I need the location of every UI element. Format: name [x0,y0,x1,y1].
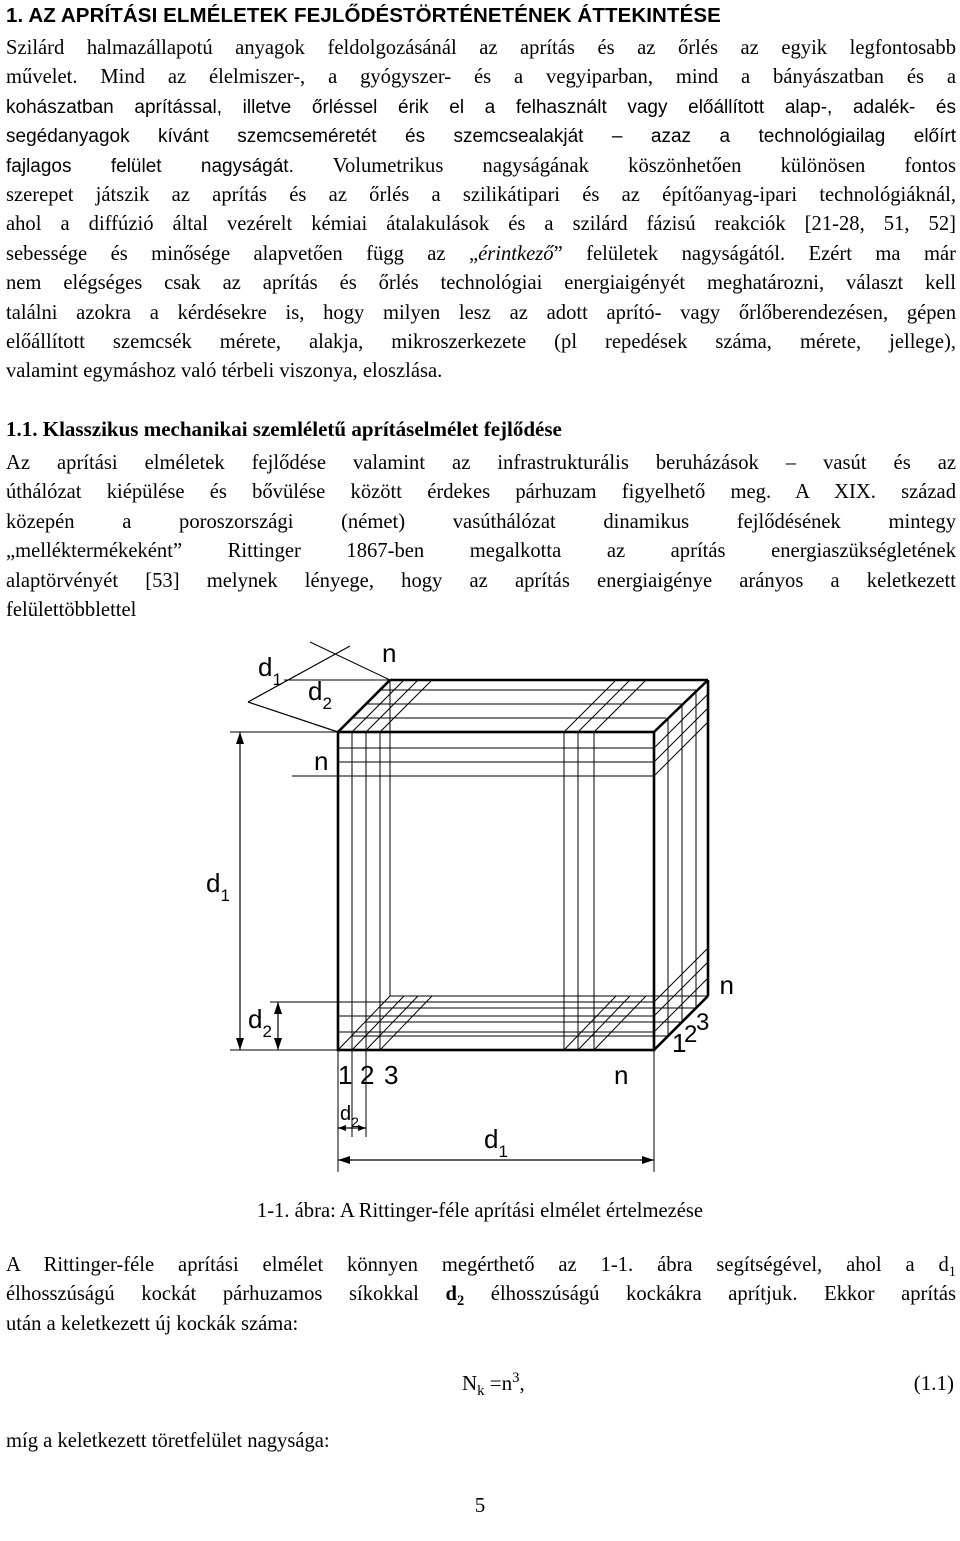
label-1-bottom: 1 [338,1060,353,1090]
paragraph-line: nem elégséges csak az aprítás és őrlés technológiai energiaigényét meghatározni, választ kell [6,272,956,295]
rittinger-cube-figure [200,632,740,1177]
label-n-top: n [382,638,397,668]
paragraph-line: míg a keletkezett töretfelület nagysága: [6,1430,330,1452]
italic-term: érintkező [478,242,554,265]
label-n-left: n [314,746,329,776]
paragraph-line: közepén a poroszországi (német) vasúthálózat dinamikus fejlődésének mintegy [6,510,956,533]
paragraph-line [6,240,956,269]
paragraph-line: alaptörvényét [53] melynek lényege, hogy az aprítás energiaigénye arányos a keletkezett [6,569,956,592]
label-d2-bottom: $d_2$ [340,1103,359,1130]
label-d2-top: $d_2$ [308,676,332,713]
label-2-bottom: 2 [360,1060,375,1090]
label-d1-top: $d_1$ [258,652,282,689]
formula-nk: $N_k =n^3$, [462,1370,525,1400]
section-title: 1.1. Klasszikus mechanikai szemléletű aprításelmélet fejlődése [6,417,562,441]
paragraph-line: Szilárd halmazállapotú anyagok feldolgozásánál az aprítás és az őrlés az egyik legfontosabb [6,37,956,59]
label-d2-left: $d_2$ [248,1004,272,1041]
paragraph-line: „melléktermékeként” Rittinger 1867-ben megalkotta az aprítás energiaszükségletének [6,540,956,563]
line-part: Volumetrikus nagyságának köszönhetően különösen fontos [293,154,956,177]
closing-line [6,1427,956,1456]
explanation-paragraph [6,1251,956,1339]
label-n-bottom: n [614,1060,629,1090]
figure-caption: 1-1. ábra: A Rittinger-féle aprítási elmélet értelmezése [256,1200,704,1222]
label-3-right: 3 [696,1009,710,1036]
label-2-right: 2 [684,1021,698,1048]
paragraph-line: találni azokra a kérdésekre is, hogy milyen lesz az adott aprító- vagy őrlőberendezésen, gépen [6,301,956,324]
equation-number: (1.1) [913,1371,954,1395]
paragraph-line: művelet. Mind az élelmiszer-, a gyógyszer- és a vegyiparban, mind a bányászatban és a [6,66,956,89]
label-d1-left: $d_1$ [206,868,230,905]
line-part: élhosszúságú kockát párhuzamos síkokkal [6,1283,446,1306]
paragraph-line: ahol a diffúzió által vezérelt kémiai átalakulások és a szilárd fázisú reakciók [21-28, 51, 52] [6,213,956,236]
subscript: 1 [948,1264,956,1281]
paragraph-line: felülettöbblettel [6,599,137,622]
section-paragraph [6,449,956,625]
paragraph-line [6,1280,956,1309]
label-1-right: 1 [672,1028,687,1058]
chapter-heading: 1. AZ APRÍTÁSI ELMÉLETEK FEJLŐDÉSTÖRTÉNETÉNEK ÁTTEKINTÉSE [6,4,721,27]
line-part: ” felületek nagyságától. Ezért ma már [553,242,956,265]
line-part: sebessége és minősége alapvetően függ az „ [6,242,479,265]
intro-paragraph [6,34,956,387]
line-part: fajlagos felület nagyságát. [6,155,294,177]
line-part: élhosszúságú kockákra aprítjuk. Ekkor aprítás [464,1283,956,1306]
paragraph-line: után a keletkezett új kockák száma: [6,1312,299,1335]
label-d1-bottom: $d_1$ [484,1124,508,1161]
line-part: A Rittinger-féle aprítási elmélet könnyen megérthető az 1-1. ábra segítségével, ahol a d [6,1254,949,1276]
page-number: 5 [474,1493,486,1517]
label-n-right: n [719,970,734,1000]
paragraph-line: kohászatban aprítással, illetve őrléssel érik el a felhasznált vagy előállított alap-, adalék- és [6,96,956,118]
bold-symbol: $d_2$ [445,1283,465,1310]
paragraph-line [6,1251,956,1280]
label-3-bottom: 3 [384,1060,399,1090]
paragraph-line: előállított szemcsék mérete, alakja, mikroszerkezete (pl repedések száma, mérete, jellege), [6,331,956,354]
paragraph-line: segédanyagok kívánt szemcseméretét és szemcsealakját – azaz a technológiailag előírt [6,126,956,148]
paragraph-line: úthálózat kiépülése és bővülése között érdekes párhuzam figyelhető meg. A XIX. század [6,481,956,504]
paragraph-line: szerepet játszik az aprítás és az őrlés a szilikátipari és az építőanyag-ipari technológiáknál, [6,184,956,207]
paragraph-line: valamint egymáshoz való térbeli viszonya, eloszlása. [6,360,443,383]
paragraph-line: Az aprítási elméletek fejlődése valamint az infrastrukturális beruházások – vasút és az [6,452,956,474]
paragraph-line [6,152,956,181]
